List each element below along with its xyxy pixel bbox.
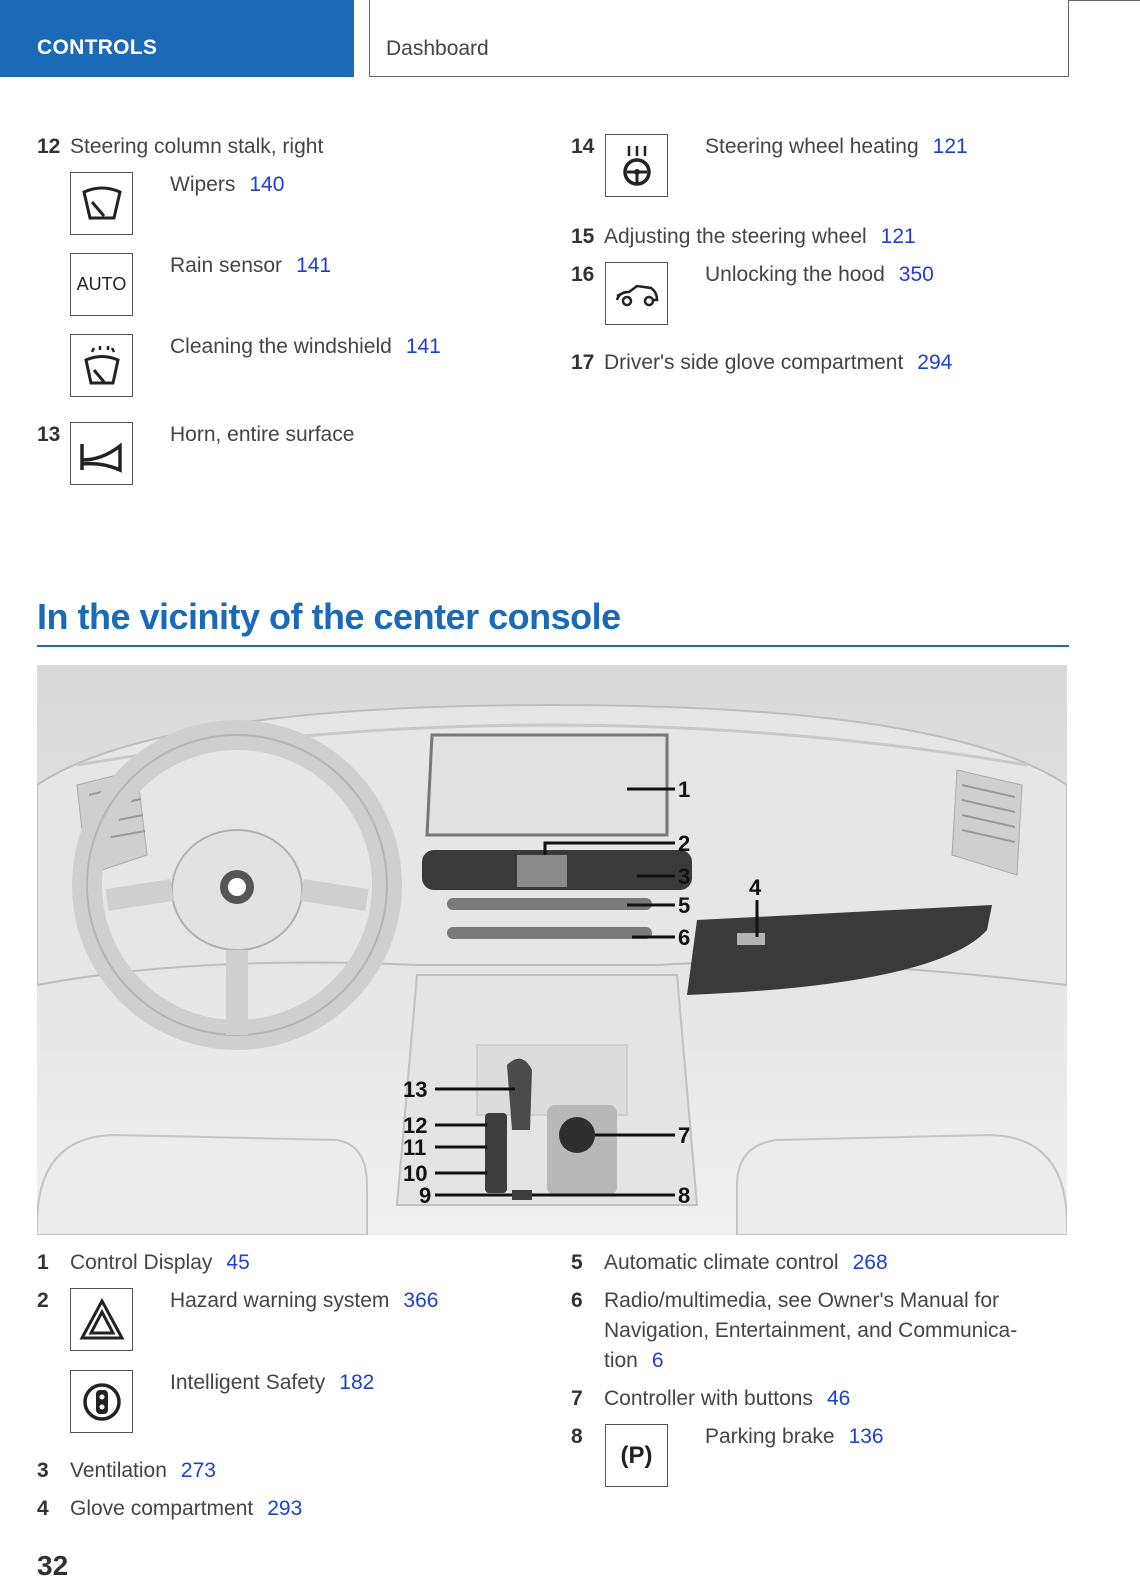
item-number: 13 [37,423,61,446]
list-item [604,1386,850,1411]
item-label: Automatic climate control [604,1251,839,1274]
item-number: 6 [571,1289,583,1312]
car-hood-icon [605,262,668,325]
list-item [70,1250,250,1275]
item-label: Hazard warning system [170,1289,390,1312]
callout-10: 10 [403,1161,428,1186]
page-link[interactable]: 141 [405,335,441,358]
item-label: Horn, entire surface [170,423,355,446]
section-title: In the vicinity of the center console [37,596,621,637]
item-number: 1 [37,1251,49,1274]
chapter-header [369,0,1069,77]
page-link[interactable]: 182 [339,1371,375,1394]
auto-rain-sensor-icon [70,253,133,316]
page-link[interactable]: 45 [226,1251,250,1274]
page-link[interactable]: 121 [932,135,968,158]
page-link[interactable]: 141 [296,254,332,277]
page-link[interactable]: 350 [898,263,934,286]
list-item [70,1496,302,1521]
list-item [705,1424,884,1449]
parking-brake-icon [605,1424,668,1487]
item-label: Cleaning the windshield [170,335,392,358]
list-item [170,1288,438,1313]
list-item [70,1458,216,1483]
list-item [604,1250,888,1275]
item-number: 4 [37,1497,49,1520]
callout-13: 13 [403,1077,428,1102]
steering-wheel-heating-icon [605,134,668,197]
item-number: 15 [571,225,595,248]
item-label: Unlocking the hood [705,263,885,286]
page-link[interactable]: 6 [651,1349,664,1372]
callout-7: 7 [678,1123,691,1148]
list-item [170,253,331,278]
section-rule [37,645,1069,647]
page-link[interactable]: 136 [848,1425,884,1448]
list-item [705,262,934,287]
item-label: Steering column stalk, right [70,135,324,158]
item-label: Adjusting the steering wheel [604,225,867,248]
horn-icon [70,422,133,485]
item-label: Wipers [170,173,236,196]
dashboard-illustration [37,665,1067,1235]
item-number: 5 [571,1251,583,1274]
list-item [170,172,284,197]
intelligent-safety-icon [70,1370,133,1433]
page-link[interactable]: 46 [826,1387,851,1410]
item-text-line: Navigation, Entertainment, and Communica- [604,1319,1018,1342]
callout-2: 2 [678,831,691,856]
page-link[interactable]: 121 [880,225,916,248]
callout-4: 4 [749,875,762,900]
item-number: 12 [37,135,61,158]
item-number: 17 [571,351,595,374]
item-label: Parking brake [705,1425,835,1448]
item-text-line: tion [604,1349,638,1372]
item-label: Control Display [70,1251,213,1274]
section-header [0,0,354,77]
callout-12: 12 [403,1113,428,1138]
page-link[interactable]: 293 [267,1497,303,1520]
item-label: Steering wheel heating [705,135,919,158]
page-link[interactable]: 273 [180,1459,216,1482]
icon-text: (P) [620,1441,653,1469]
item-text-line: Radio/multimedia, see Owner's Manual for [604,1289,1000,1312]
item-label: Driver's side glove compartment [604,351,904,374]
chapter-label: Dashboard [386,37,489,60]
page-link[interactable]: 366 [403,1289,439,1312]
list-item [705,134,968,159]
callout-11: 11 [403,1135,427,1160]
callout-5: 5 [678,893,691,918]
list-item [604,224,916,249]
item-label: Intelligent Safety [170,1371,326,1394]
page-link[interactable]: 294 [917,351,953,374]
header-rule [1069,0,1140,1]
list-item [604,350,952,375]
callout-6: 6 [678,925,691,950]
item-label: Controller with buttons [604,1387,813,1410]
page-number: 32 [37,1550,69,1581]
item-number: 7 [571,1387,583,1410]
item-number: 2 [37,1289,49,1312]
list-item [604,1348,664,1373]
item-label: Rain sensor [170,254,283,277]
callout-1: 1 [678,777,691,802]
hazard-warning-icon [70,1288,133,1351]
wiper-icon [70,172,133,235]
item-number: 14 [571,135,595,158]
page-link[interactable]: 268 [852,1251,888,1274]
windshield-washer-icon [70,334,133,397]
callout-9: 9 [419,1183,432,1208]
list-item [170,1370,374,1395]
callout-8: 8 [678,1183,691,1208]
section-label: CONTROLS [37,36,158,59]
page-link[interactable]: 140 [249,173,285,196]
callout-3: 3 [678,864,691,889]
item-number: 3 [37,1459,49,1482]
item-label: Ventilation [70,1459,167,1482]
icon-text: AUTO [76,274,127,294]
item-number: 8 [571,1425,583,1448]
item-number: 16 [571,263,595,286]
item-label: Glove compartment [70,1497,254,1520]
list-item [170,334,441,359]
